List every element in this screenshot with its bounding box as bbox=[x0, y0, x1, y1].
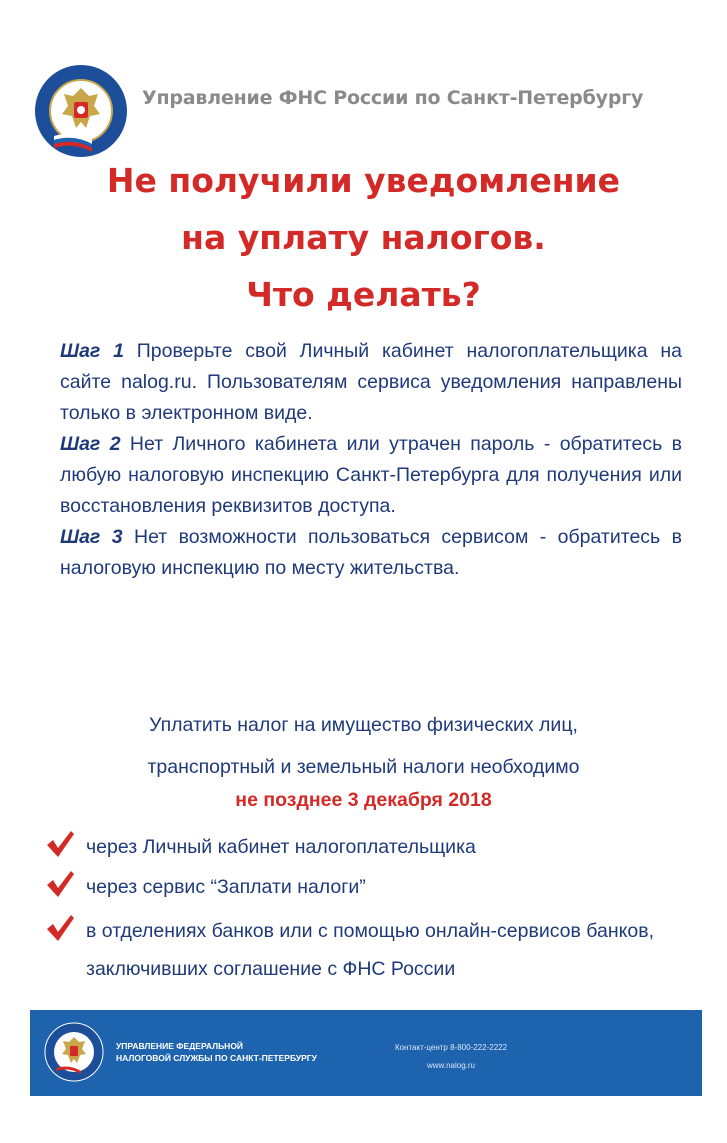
title-line-1: Не получили уведомление bbox=[106, 161, 621, 200]
step-1-label: Шаг 1 bbox=[60, 340, 124, 362]
website-link[interactable]: www.nalog.ru bbox=[426, 1061, 476, 1070]
footer-contact bbox=[366, 1039, 536, 1075]
footer-banner bbox=[30, 1010, 702, 1096]
step-3-label: Шаг 3 bbox=[60, 526, 123, 548]
title-line-3: Что делать? bbox=[246, 275, 481, 314]
payment-way-text: через Личный кабинет налогоплательщика bbox=[86, 836, 476, 858]
step-3-text: Нет возможности пользоваться сервисом - обратитесь в налоговую инспекцию по месту жительства. bbox=[60, 526, 682, 579]
payment-way-text: через сервис “Заплати налоги” bbox=[86, 876, 366, 898]
payment-way-item bbox=[44, 912, 704, 988]
payment-line-2: транспортный и земельный налоги необходимо bbox=[147, 756, 580, 778]
fns-emblem-icon bbox=[44, 1022, 104, 1082]
contact-center-phone: Контакт-центр 8-800-222-2222 bbox=[394, 1043, 508, 1052]
payment-line-1: Уплатить налог на имущество физических лиц, bbox=[149, 714, 578, 736]
step-1-text: Проверьте свой Личный кабинет налогоплательщика на сайте nalog.ru. Пользователям сервиса уведомления направлены только в электронном виде. bbox=[60, 340, 682, 424]
step-2-label: Шаг 2 bbox=[60, 433, 121, 455]
checkmark-icon bbox=[44, 912, 76, 944]
title-line-2: на уплату налогов. bbox=[181, 218, 546, 257]
footer-org-line-2: НАЛОГОВОЙ СЛУЖБЫ ПО САНКТ-ПЕТЕРБУРГУ bbox=[116, 1053, 317, 1063]
page-title bbox=[0, 152, 727, 323]
fns-emblem-icon bbox=[34, 64, 128, 158]
checkmark-icon bbox=[44, 868, 76, 900]
payment-way-item bbox=[44, 868, 704, 906]
footer-organization bbox=[116, 1040, 317, 1064]
checkmark-icon bbox=[44, 828, 76, 860]
payment-way-item bbox=[44, 828, 704, 866]
payment-ways-list bbox=[44, 828, 704, 988]
payment-way-text: в отделениях банков или с помощью онлайн-сервисов банков, заключивших соглашение с ФНС России bbox=[86, 920, 655, 980]
payment-text bbox=[0, 704, 727, 788]
step-3 bbox=[60, 522, 682, 584]
step-2-text: Нет Личного кабинета или утрачен пароль - обратитесь в любую налоговую инспекцию Санкт-Петербурга для получения или восстановления реквизитов доступа. bbox=[60, 433, 682, 517]
payment-deadline: не позднее 3 декабря 2018 bbox=[235, 789, 492, 811]
step-2 bbox=[60, 429, 682, 522]
steps-list bbox=[60, 336, 682, 584]
header-organization: Управление ФНС России по Санкт-Петербургу bbox=[142, 87, 644, 109]
step-1 bbox=[60, 336, 682, 429]
footer-org-line-1: УПРАВЛЕНИЕ ФЕДЕРАЛЬНОЙ bbox=[116, 1041, 244, 1051]
